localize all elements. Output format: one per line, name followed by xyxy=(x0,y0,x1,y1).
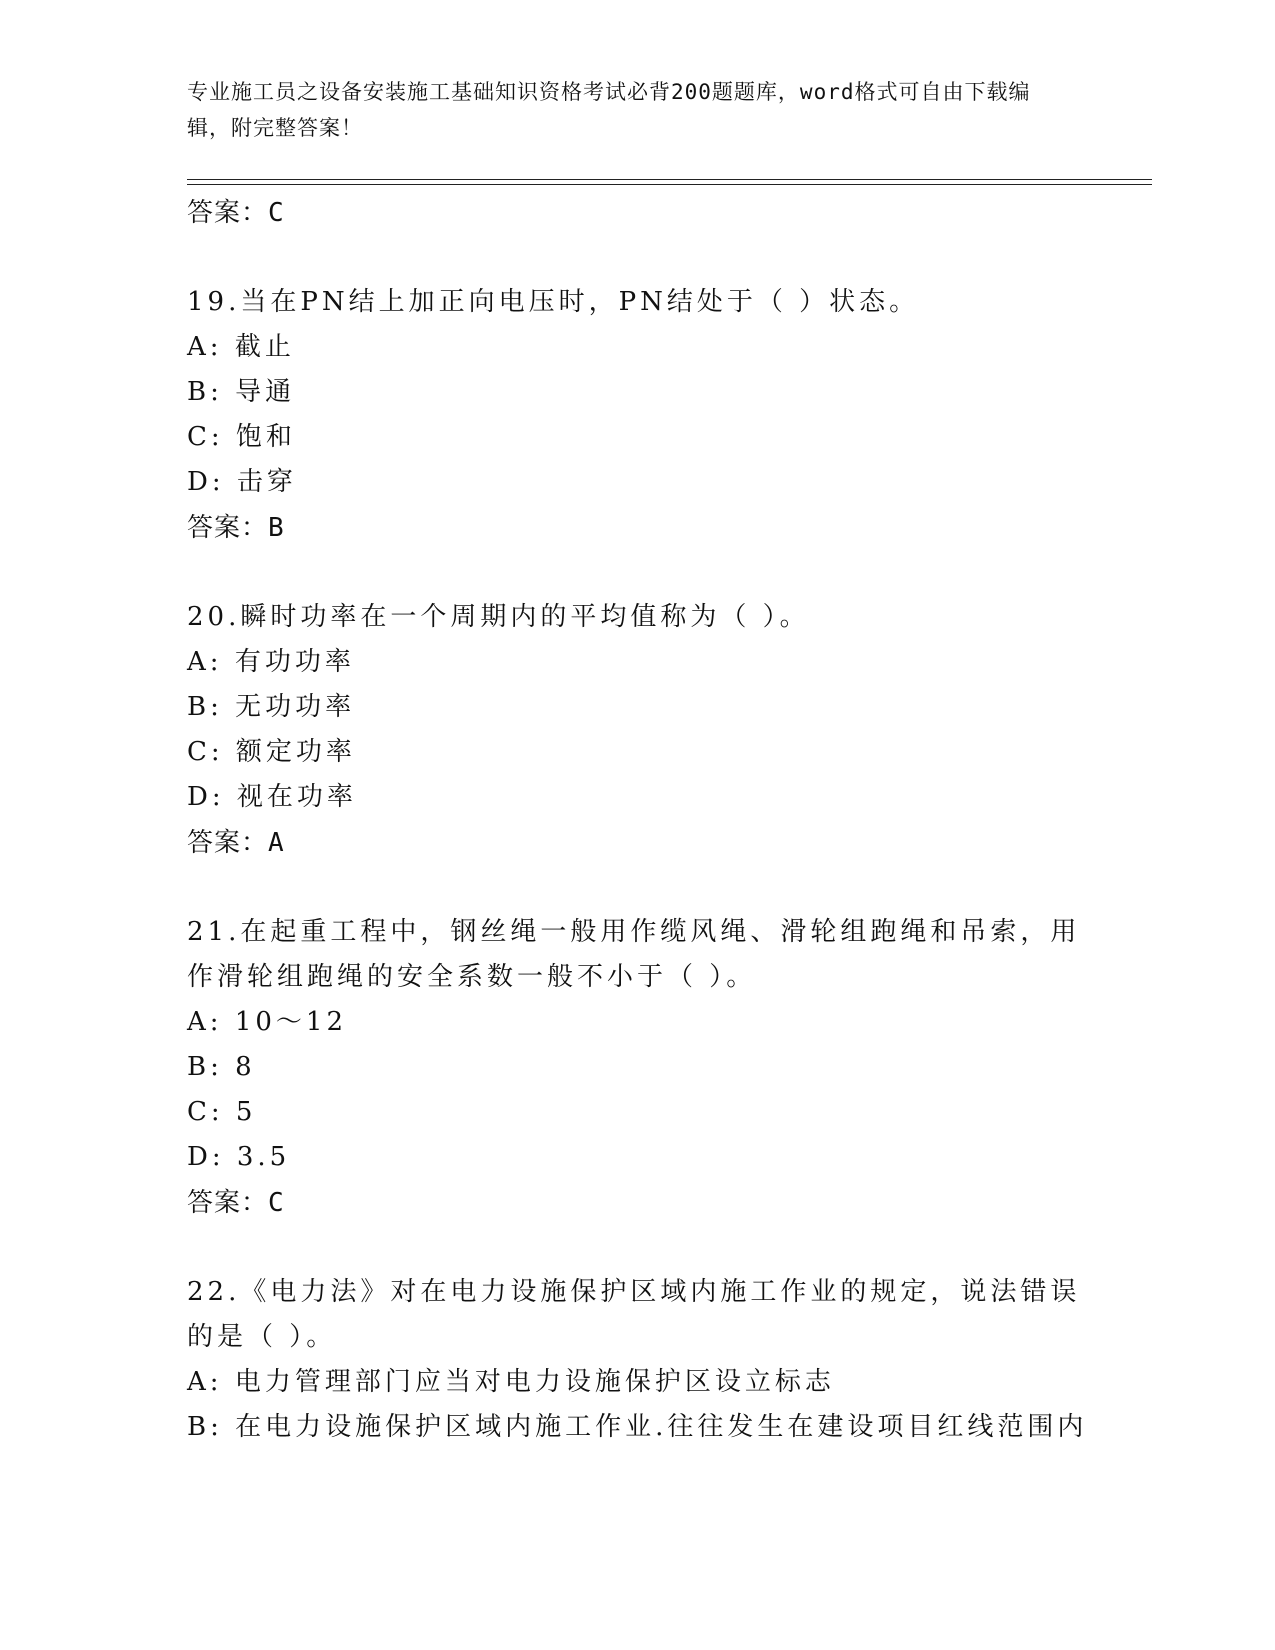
option-item xyxy=(187,640,1087,685)
option-key: A: xyxy=(187,647,223,677)
option-text: 导通 xyxy=(235,377,296,407)
option-item xyxy=(187,1090,1087,1135)
option-key: D: xyxy=(187,782,225,812)
option-text: 8 xyxy=(235,1052,256,1082)
answer-value: B xyxy=(268,513,285,543)
header-text: 专业施工员之设备安装施工基础知识资格考试必背200题题库，word格式可自由下载编辑，附完整答案！ xyxy=(187,80,1031,140)
option-item xyxy=(187,730,1087,775)
header-divider-bottom xyxy=(187,184,1152,185)
option-item xyxy=(187,1405,1087,1450)
option-item xyxy=(187,1135,1087,1180)
question-text: 22.《电力法》对在电力设施保护区域内施工作业的规定，说法错误的是（ ）。 xyxy=(187,1277,1081,1352)
option-spacer xyxy=(225,467,237,497)
option-spacer xyxy=(223,1007,235,1037)
option-text: 电力管理部门应当对电力设施保护区设立标志 xyxy=(234,1367,835,1397)
questions-container xyxy=(187,280,1087,1450)
option-item xyxy=(187,775,1087,820)
option-text: 有功功率 xyxy=(234,647,355,677)
option-text: 饱和 xyxy=(235,422,296,452)
option-key: B: xyxy=(187,377,223,407)
option-spacer xyxy=(223,1052,235,1082)
document-header xyxy=(187,74,1067,146)
option-text: 无功功率 xyxy=(235,692,356,722)
option-spacer xyxy=(223,692,235,722)
option-text: 额定功率 xyxy=(235,737,356,767)
option-spacer xyxy=(223,1412,235,1442)
answer-line xyxy=(187,190,1087,236)
question-text: 19.当在PN结上加正向电压时，PN结处于（ ）状态。 xyxy=(187,287,920,317)
question-block xyxy=(187,280,1087,551)
option-text: 5 xyxy=(235,1097,257,1127)
answer-label: 答案： xyxy=(187,828,269,858)
answer-label: 答案： xyxy=(187,198,269,228)
option-text: 视在功率 xyxy=(236,782,357,812)
answer-line xyxy=(187,505,1087,551)
option-item xyxy=(187,1360,1087,1405)
option-text: 击穿 xyxy=(236,467,297,497)
option-text: 10～12 xyxy=(234,1007,347,1037)
option-key: B: xyxy=(187,1412,223,1442)
option-item xyxy=(187,1045,1087,1090)
option-spacer xyxy=(225,782,237,812)
option-key: A: xyxy=(187,332,223,362)
option-item xyxy=(187,415,1087,460)
header-divider-top xyxy=(187,179,1152,180)
option-key: D: xyxy=(187,467,225,497)
answer-value: C xyxy=(268,1188,285,1218)
option-spacer xyxy=(224,737,236,767)
answer-label: 答案： xyxy=(187,513,269,543)
option-item xyxy=(187,370,1087,415)
question-list xyxy=(187,190,1087,1494)
option-item xyxy=(187,325,1087,370)
option-spacer xyxy=(224,422,236,452)
option-text: 在电力设施保护区域内施工作业.往往发生在建设项目红线范围内 xyxy=(235,1412,1088,1442)
option-item xyxy=(187,1000,1087,1045)
option-key: B: xyxy=(187,692,223,722)
question-block xyxy=(187,910,1087,1226)
answer-label: 答案： xyxy=(187,1188,269,1218)
answer-value: C xyxy=(268,198,285,228)
option-key: C: xyxy=(187,1097,224,1127)
option-spacer xyxy=(223,647,235,677)
answer-line xyxy=(187,820,1087,866)
option-key: A: xyxy=(187,1367,223,1397)
option-item xyxy=(187,460,1087,505)
question-text: 21.在起重工程中，钢丝绳一般用作缆风绳、滑轮组跑绳和吊索，用作滑轮组跑绳的安全系数一般不小于（ ）。 xyxy=(187,917,1081,992)
option-spacer xyxy=(225,1142,237,1172)
option-text: 3.5 xyxy=(236,1142,291,1172)
option-key: D: xyxy=(187,1142,225,1172)
option-spacer xyxy=(224,1097,236,1127)
option-spacer xyxy=(223,1367,235,1397)
option-spacer xyxy=(223,332,235,362)
question-block xyxy=(187,1270,1087,1450)
option-key: B: xyxy=(187,1052,223,1082)
option-text: 截止 xyxy=(234,332,295,362)
question-block xyxy=(187,595,1087,866)
option-item xyxy=(187,685,1087,730)
question-text: 20.瞬时功率在一个周期内的平均值称为（ ）。 xyxy=(187,602,810,632)
option-key: C: xyxy=(187,737,224,767)
answer-value: A xyxy=(268,828,285,858)
option-key: C: xyxy=(187,422,224,452)
option-spacer xyxy=(223,377,235,407)
answer-line xyxy=(187,1180,1087,1226)
option-key: A: xyxy=(187,1007,223,1037)
